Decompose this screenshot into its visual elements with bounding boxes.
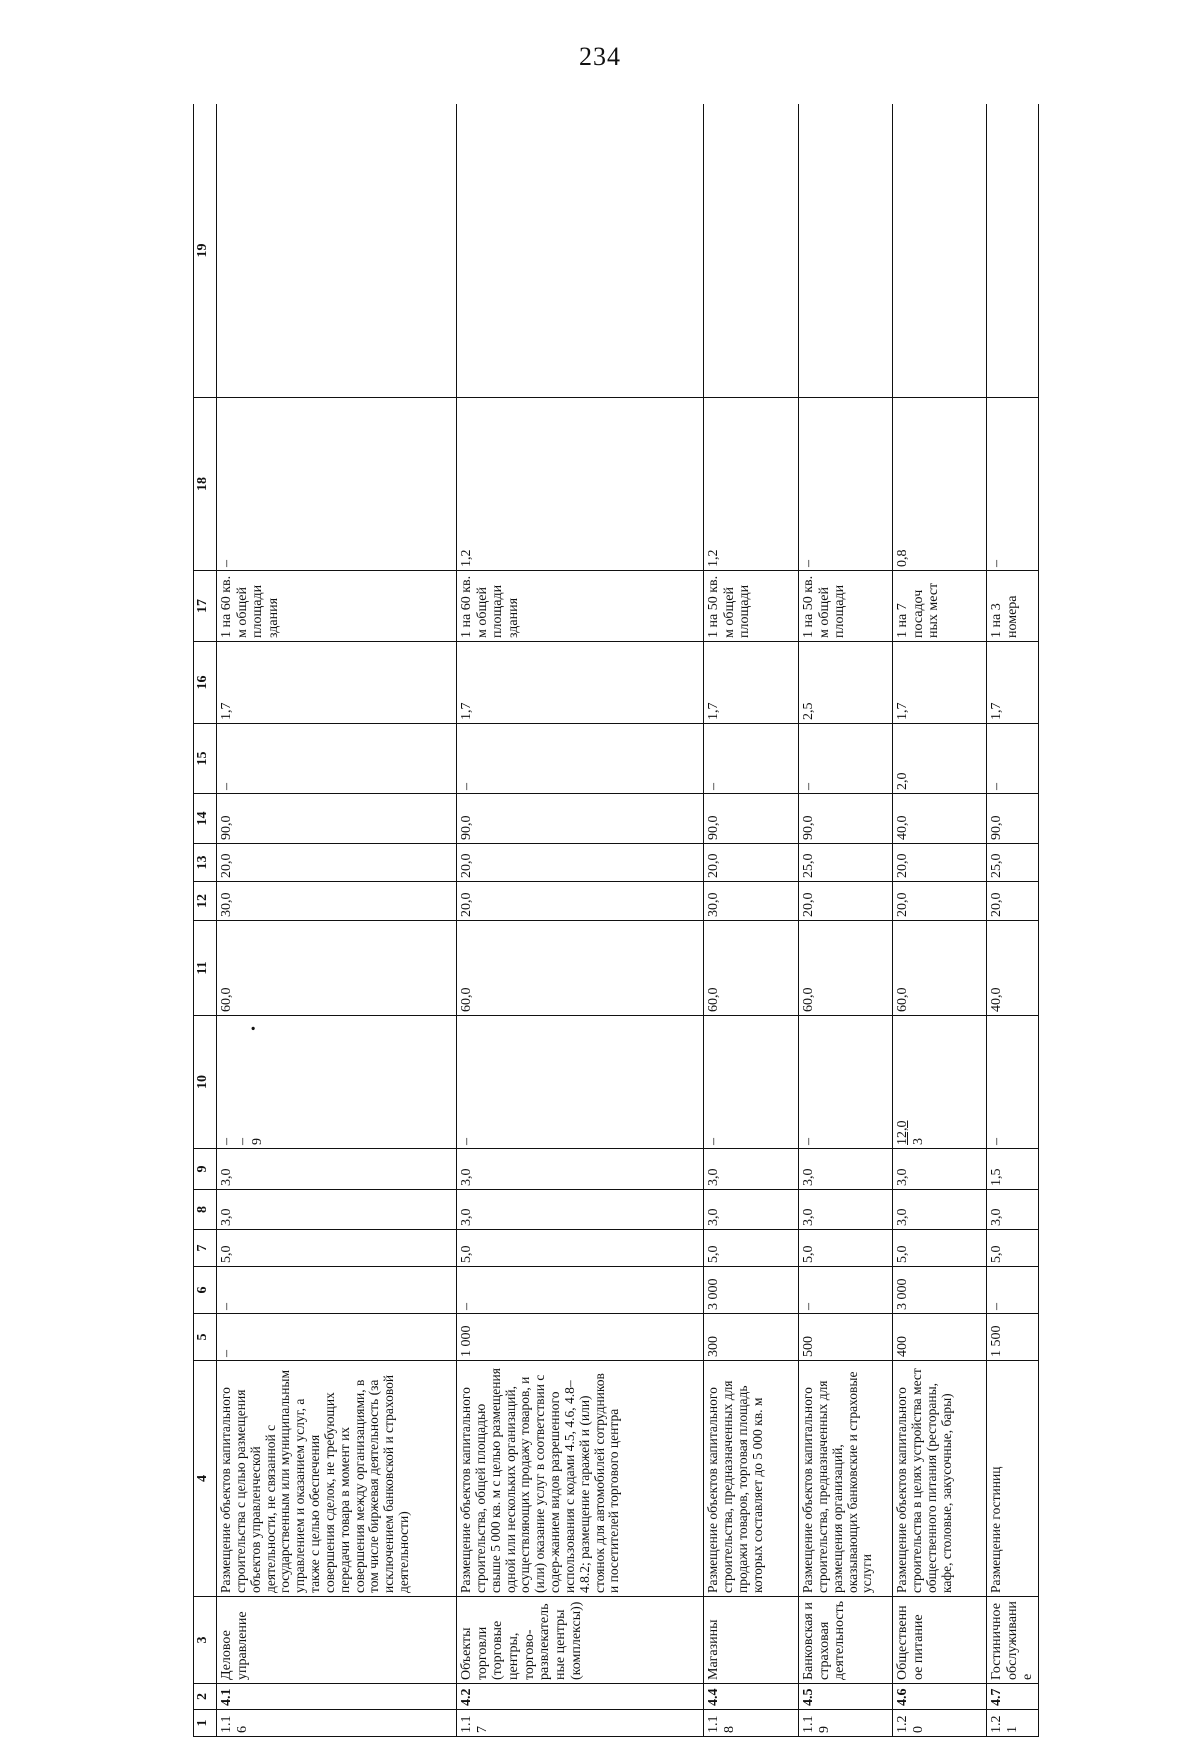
col-header: 19 bbox=[194, 104, 217, 398]
cell-col-6: 3 000 bbox=[893, 1267, 987, 1314]
cell-col-15: – bbox=[799, 724, 893, 794]
row-number: 1.17 bbox=[457, 1710, 704, 1737]
use-name: Магазины bbox=[704, 1597, 799, 1684]
cell-col-5: 1 000 bbox=[457, 1314, 704, 1361]
table-row bbox=[799, 104, 893, 1737]
use-name: Гостиничное обслуживание bbox=[987, 1597, 1039, 1684]
cell-col-16: 1,7 bbox=[987, 642, 1039, 724]
cell-col-13: 20,0 bbox=[217, 844, 457, 882]
use-name: Общественное питание bbox=[893, 1597, 987, 1684]
cell-col-7: 5,0 bbox=[217, 1230, 457, 1267]
col-header: 4 bbox=[194, 1361, 217, 1597]
cell-col-17: 1 на 60 кв. м общей площади здания bbox=[217, 571, 457, 642]
column-number-header bbox=[194, 104, 217, 1737]
cell-col-17: 1 на 50 кв. м общей площади bbox=[799, 571, 893, 642]
cell-col-10: – bbox=[457, 1016, 704, 1149]
row-number: 1.16 bbox=[217, 1710, 457, 1737]
cell-col-7: 5,0 bbox=[893, 1230, 987, 1267]
cell-col-11: 60,0 bbox=[704, 921, 799, 1016]
cell-col-11: 40,0 bbox=[987, 921, 1039, 1016]
cell-col-14: 90,0 bbox=[457, 794, 704, 844]
cell-col-5: 500 bbox=[799, 1314, 893, 1361]
col-header: 13 bbox=[194, 844, 217, 882]
cell-col-10: – bbox=[704, 1016, 799, 1149]
table-row bbox=[893, 104, 987, 1737]
use-description: Размещение объектов капитального строительства, общей площадью свыше 5 000 кв. м с целью размещения одной или нескольких организаций, осуществляющих продажу товаров, и (или) оказание услуг в соответствии с содер-жанием видов разрешенного использования с кодами 4.5, 4.6, 4.8–4.8.2; размещение гаражей и (или) стоянок для автомобилей сотрудников и посетителей торгового центра bbox=[457, 1361, 704, 1597]
row-number: 1.20 bbox=[893, 1710, 987, 1737]
cell-col-10-line: 12,0 bbox=[895, 1120, 910, 1145]
cell-col-8: 3,0 bbox=[799, 1190, 893, 1230]
cell-col-13: 20,0 bbox=[704, 844, 799, 882]
col-header: 10 bbox=[194, 1016, 217, 1149]
cell-col-18: 0,8 bbox=[893, 398, 987, 571]
cell-col-13: 20,0 bbox=[457, 844, 704, 882]
page-number: 234 bbox=[579, 42, 621, 71]
cell-col-5: – bbox=[217, 1314, 457, 1361]
row-number: 1.18 bbox=[704, 1710, 799, 1737]
cell-col-15: – bbox=[987, 724, 1039, 794]
cell-col-10-line: – bbox=[234, 1138, 250, 1145]
table-row bbox=[457, 104, 704, 1737]
table-row bbox=[217, 104, 457, 1737]
cell-col-5: 300 bbox=[704, 1314, 799, 1361]
cell-col-5: 400 bbox=[893, 1314, 987, 1361]
col-header: 8 bbox=[194, 1190, 217, 1230]
cell-col-9: 3,0 bbox=[457, 1149, 704, 1190]
cell-col-17: 1 на 60 кв. м общей площади здания bbox=[457, 571, 704, 642]
cell-col-19 bbox=[799, 104, 893, 398]
cell-col-18: – bbox=[987, 398, 1039, 571]
cell-col-17: 1 на 3 номера bbox=[987, 571, 1039, 642]
col-header: 6 bbox=[194, 1267, 217, 1314]
cell-col-16: 1,7 bbox=[893, 642, 987, 724]
row-number: 1.21 bbox=[987, 1710, 1039, 1737]
cell-col-8: 3,0 bbox=[987, 1190, 1039, 1230]
cell-col-15: – bbox=[704, 724, 799, 794]
cell-col-11: 60,0 bbox=[217, 921, 457, 1016]
cell-col-6: – bbox=[217, 1267, 457, 1314]
use-description: Размещение гостиниц bbox=[987, 1361, 1039, 1597]
cell-col-12: 20,0 bbox=[987, 882, 1039, 921]
use-code: 4.4 bbox=[704, 1684, 799, 1710]
cell-col-5: 1 500 bbox=[987, 1314, 1039, 1361]
cell-col-19 bbox=[704, 104, 799, 398]
cell-col-7: 5,0 bbox=[457, 1230, 704, 1267]
use-name: Объекты торговли (торговые центры, торгово-развлекательные центры (комплексы)) bbox=[457, 1597, 704, 1684]
cell-col-6: – bbox=[799, 1267, 893, 1314]
cell-col-7: 5,0 bbox=[987, 1230, 1039, 1267]
cell-col-13: 25,0 bbox=[987, 844, 1039, 882]
col-header: 16 bbox=[194, 642, 217, 724]
cell-col-10: – bbox=[799, 1016, 893, 1149]
cell-col-9: 3,0 bbox=[704, 1149, 799, 1190]
cell-col-17: 1 на 7 посадоч ных мест bbox=[893, 571, 987, 642]
cell-col-19 bbox=[987, 104, 1039, 398]
col-header: 17 bbox=[194, 571, 217, 642]
cell-col-15: – bbox=[457, 724, 704, 794]
col-header: 14 bbox=[194, 794, 217, 844]
cell-col-9: 3,0 bbox=[799, 1149, 893, 1190]
col-header: 7 bbox=[194, 1230, 217, 1267]
regulations-table bbox=[193, 104, 1039, 1737]
cell-col-14: 40,0 bbox=[893, 794, 987, 844]
cell-col-13: 25,0 bbox=[799, 844, 893, 882]
col-header: 15 bbox=[194, 724, 217, 794]
col-header: 12 bbox=[194, 882, 217, 921]
cell-col-18: – bbox=[799, 398, 893, 571]
use-name: Банковская и страховая деятельность bbox=[799, 1597, 893, 1684]
cell-col-8: 3,0 bbox=[457, 1190, 704, 1230]
cell-col-6: 3 000 bbox=[704, 1267, 799, 1314]
rotated-table-container bbox=[193, 104, 1053, 1737]
cell-col-10: – bbox=[987, 1016, 1039, 1149]
cell-col-18: 1,2 bbox=[457, 398, 704, 571]
cell-col-12: 30,0 bbox=[704, 882, 799, 921]
use-code: 4.7 bbox=[987, 1684, 1039, 1710]
col-header: 9 bbox=[194, 1149, 217, 1190]
cell-col-16: 2,5 bbox=[799, 642, 893, 724]
cell-col-14: 90,0 bbox=[799, 794, 893, 844]
cell-col-11: 60,0 bbox=[893, 921, 987, 1016]
cell-col-9: 3,0 bbox=[893, 1149, 987, 1190]
cell-col-12: 20,0 bbox=[457, 882, 704, 921]
cell-col-9: 1,5 bbox=[987, 1149, 1039, 1190]
cell-col-18: – bbox=[217, 398, 457, 571]
cell-col-15: – bbox=[217, 724, 457, 794]
cell-col-14: 90,0 bbox=[704, 794, 799, 844]
cell-col-10 bbox=[217, 1016, 457, 1149]
col-header: 2 bbox=[194, 1684, 217, 1710]
cell-col-16: 1,7 bbox=[704, 642, 799, 724]
cell-col-16: 1,7 bbox=[457, 642, 704, 724]
cell-col-12: 20,0 bbox=[799, 882, 893, 921]
cell-col-12: 20,0 bbox=[893, 882, 987, 921]
cell-col-18: 1,2 bbox=[704, 398, 799, 571]
cell-col-19 bbox=[217, 104, 457, 398]
cell-col-12: 30,0 bbox=[217, 882, 457, 921]
cell-col-8: 3,0 bbox=[217, 1190, 457, 1230]
table-frame bbox=[193, 104, 1053, 1738]
use-code: 4.1 bbox=[217, 1684, 457, 1710]
col-header: 1 bbox=[194, 1710, 217, 1737]
use-code: 4.6 bbox=[893, 1684, 987, 1710]
table-row bbox=[704, 104, 799, 1737]
cell-col-14: 90,0 bbox=[217, 794, 457, 844]
use-description: Размещение объектов капитального строительства с целью размещения объектов управленческой деятельности, не связанной с государственным или муниципальным управлением и оказанием услуг, а также с целью обеспечения совершения сделок, не требующих передачи товара в момент их совершения между организациями, в том числе биржевая деятельность (за исключением банковской и страховой деятельности) bbox=[217, 1361, 457, 1597]
cell-col-17: 1 на 50 кв. м общей площади bbox=[704, 571, 799, 642]
table-row bbox=[987, 104, 1039, 1737]
cell-col-15: 2,0 bbox=[893, 724, 987, 794]
use-code: 4.2 bbox=[457, 1684, 704, 1710]
cell-col-11: 60,0 bbox=[457, 921, 704, 1016]
cell-col-16: 1,7 bbox=[217, 642, 457, 724]
cell-col-19 bbox=[457, 104, 704, 398]
cell-col-9: 3,0 bbox=[217, 1149, 457, 1190]
col-header: 18 bbox=[194, 398, 217, 571]
use-name: Деловое управление bbox=[217, 1597, 457, 1684]
cell-col-8: 3,0 bbox=[893, 1190, 987, 1230]
col-header: 3 bbox=[194, 1597, 217, 1684]
use-description: Размещение объектов капитального строительства, предназначенных для продажи товаров, торговая площадь которых составляет до 5 000 кв. м bbox=[704, 1361, 799, 1597]
cell-col-7: 5,0 bbox=[799, 1230, 893, 1267]
cell-col-6: – bbox=[987, 1267, 1039, 1314]
cell-col-10-line: – bbox=[219, 1138, 234, 1145]
cell-col-14: 90,0 bbox=[987, 794, 1039, 844]
use-description: Размещение объектов капитального строительства, предназначенных для размещения организаций, оказывающих банковские и страховые услуги bbox=[799, 1361, 893, 1597]
cell-col-10-line: 9 bbox=[250, 1138, 266, 1145]
cell-col-10 bbox=[893, 1016, 987, 1149]
cell-col-6: – bbox=[457, 1267, 704, 1314]
cell-col-19 bbox=[893, 104, 987, 398]
cell-col-7: 5,0 bbox=[704, 1230, 799, 1267]
row-number: 1.19 bbox=[799, 1710, 893, 1737]
use-code: 4.5 bbox=[799, 1684, 893, 1710]
cell-col-13: 20,0 bbox=[893, 844, 987, 882]
cell-col-8: 3,0 bbox=[704, 1190, 799, 1230]
cell-col-11: 60,0 bbox=[799, 921, 893, 1016]
col-header: 11 bbox=[194, 921, 217, 1016]
col-header: 5 bbox=[194, 1314, 217, 1361]
cell-col-10-line: 3 bbox=[910, 1138, 926, 1145]
use-description: Размещение объектов капитального строительства в целях устройства мест общественного питания (рестораны, кафе, столовые, закусочные, бары) bbox=[893, 1361, 987, 1597]
dot-mark: • bbox=[247, 1026, 262, 1031]
